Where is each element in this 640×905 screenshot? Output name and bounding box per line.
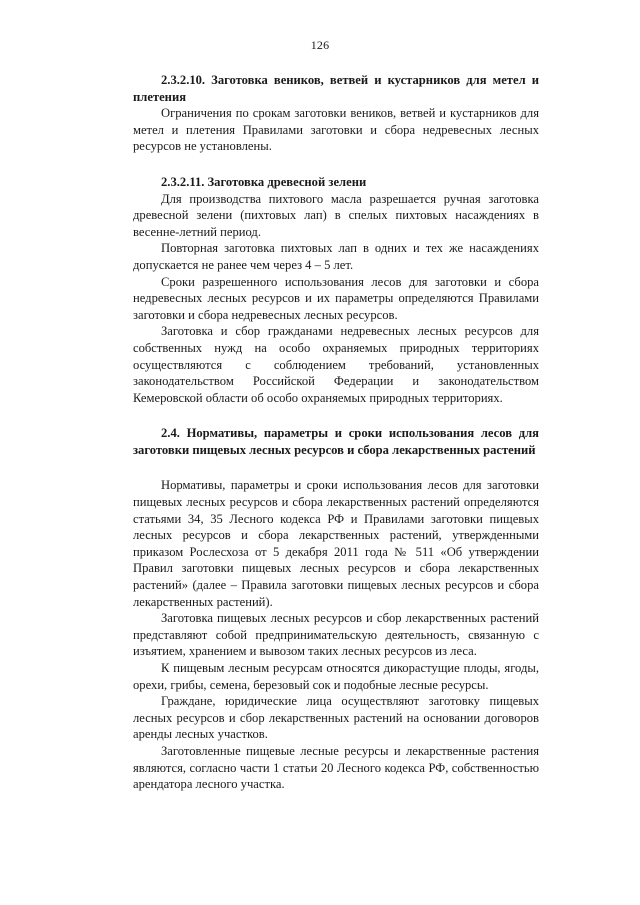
section-heading-2-4: 2.4. Нормативы, параметры и сроки использования лесов для заготовки пищевых лесных ресурсов и сбора лекарственных растений (133, 426, 539, 457)
paragraph: К пищевым лесным ресурсам относятся дикорастущие плоды, ягоды, орехи, грибы, семена, березовый сок и подобные лесные ресурсы. (133, 661, 539, 692)
page-number: 126 (310, 38, 330, 52)
paragraph: Заготовка пищевых лесных ресурсов и сбор лекарственных растений представляют собой предпринимательскую деятельность, связанную с изъятием, хранением и вывозом таких лесных ресурсов из леса. (133, 611, 539, 659)
paragraph: Заготовленные пищевые лесные ресурсы и лекарственные растения являются, согласно части 1 статьи 20 Лесного кодекса РФ, собственностью арендатора лесного участка. (133, 743, 539, 792)
paragraph: Нормативы, параметры и сроки использования лесов для заготовки пищевых лесных ресурсов и сбора лекарственных растений определяются статьями 34, 35 Лесного кодекса РФ и Правилами заготовки пищевых лесных ресурсов и сбора лекарственных растений, утвержденными приказом Рослесхоза от 5 декабря 2011 года № 511 «Об утверждении Правил заготовки пищевых лесных ресурсов и сбора лекарственных растений» (далее – Правила заготовки пищевых лесных ресурсов и сбора лекарственных растений). (133, 478, 539, 609)
paragraph: Сроки разрешенного использования лесов для заготовки и сбора недревесных лесных ресурсов и их параметры определяются Правилами заготовки и сбора недревесных лесных ресурсов. (133, 274, 539, 322)
paragraph: Для производства пихтового масла разрешается ручная заготовка древесной зелени (пихтовых лап) в спелых пихтовых насаждениях в весенне-летний период. (133, 191, 539, 239)
paragraph: Граждане, юридические лица осуществляют заготовку пищевых лесных ресурсов и сбор лекарственных растений на основании договоров аренды лесных участков. (133, 694, 539, 742)
paragraph: Ограничения по срокам заготовки веников, ветвей и кустарников для метел и плетения Правилами заготовки и сбора недревесных лесных ресурсов не установлены. (133, 106, 539, 154)
paragraph: Заготовка и сбор гражданами недревесных лесных ресурсов для собственных нужд на особо охраняемых природных территориях осуществляются с соблюдением требований, установленных законодательством Российской Федерации и законодательством Кемеровской области об особо охраняемых природных территориях. (133, 324, 539, 405)
section-heading-2-3-2-10: 2.3.2.10. Заготовка веников, ветвей и кустарников для метел и плетения (133, 73, 539, 104)
page-content (133, 72, 539, 793)
paragraph: Повторная заготовка пихтовых лап в одних и тех же насаждениях допускается не ранее чем через 4 – 5 лет. (133, 241, 539, 272)
section-heading-2-3-2-11: 2.3.2.11. Заготовка древесной зелени (161, 174, 367, 189)
